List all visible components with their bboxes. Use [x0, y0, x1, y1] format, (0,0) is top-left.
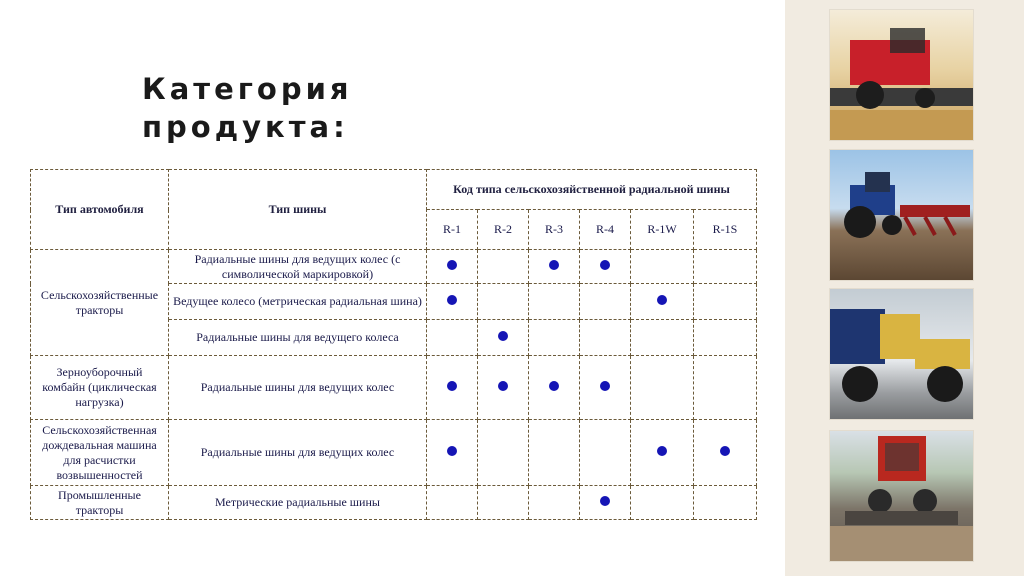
header-tire-code: Код типа сельскохозяйственной радиальной шины — [427, 170, 757, 210]
tire-type-cell: Ведущее колесо (метрическая радиальная шина) — [169, 284, 427, 320]
code-mark-cell — [631, 356, 694, 420]
table-row — [31, 356, 757, 420]
applicable-dot-icon — [447, 381, 457, 391]
tire-type-cell: Радиальные шины для ведущих колес — [169, 420, 427, 486]
code-mark-cell — [694, 320, 757, 356]
code-header-cell: R-4 — [580, 210, 631, 250]
code-mark-cell — [529, 320, 580, 356]
code-mark-cell — [427, 250, 478, 284]
code-mark-cell — [580, 250, 631, 284]
code-mark-cell — [478, 486, 529, 520]
code-mark-cell — [478, 320, 529, 356]
header-vehicle-type: Тип автомобиля — [31, 170, 169, 250]
applicable-dot-icon — [447, 446, 457, 456]
code-mark-cell — [580, 320, 631, 356]
code-mark-cell — [478, 420, 529, 486]
code-mark-cell — [529, 284, 580, 320]
tire-type-cell: Радиальные шины для ведущих колес — [169, 356, 427, 420]
tire-category-table — [30, 169, 757, 520]
applicable-dot-icon — [549, 381, 559, 391]
vehicle-type-cell: Сельскохозяйственная дождевальная машина для расчистки возвышенностей — [31, 420, 169, 486]
title-line-1: Категория — [142, 72, 353, 106]
code-mark-cell — [478, 250, 529, 284]
applicable-dot-icon — [447, 295, 457, 305]
vehicle-type-cell: Промышленные тракторы — [31, 486, 169, 520]
header-tire-type: Тип шины — [169, 170, 427, 250]
vehicle-type-cell: Зерноуборочный комбайн (циклическая нагрузка) — [31, 356, 169, 420]
code-mark-cell — [427, 284, 478, 320]
code-mark-cell — [694, 284, 757, 320]
table-row — [31, 420, 757, 486]
applicable-dot-icon — [720, 446, 730, 456]
code-header-cell: R-3 — [529, 210, 580, 250]
code-mark-cell — [631, 284, 694, 320]
code-mark-cell — [694, 356, 757, 420]
applicable-dot-icon — [600, 381, 610, 391]
industrial-tractor-image — [829, 288, 974, 420]
code-mark-cell — [580, 284, 631, 320]
code-mark-cell — [478, 356, 529, 420]
code-mark-cell — [631, 320, 694, 356]
applicable-dot-icon — [600, 496, 610, 506]
tire-type-cell: Метрические радиальные шины — [169, 486, 427, 520]
code-mark-cell — [631, 486, 694, 520]
applicable-dot-icon — [498, 331, 508, 341]
combine-harvester-image — [829, 9, 974, 141]
code-mark-cell — [427, 320, 478, 356]
table-body — [31, 250, 757, 520]
applicable-dot-icon — [657, 446, 667, 456]
tractor-plough-image — [829, 149, 974, 281]
code-mark-cell — [529, 486, 580, 520]
code-mark-cell — [529, 420, 580, 486]
code-header-cell: R-1S — [694, 210, 757, 250]
applicable-dot-icon — [657, 295, 667, 305]
code-mark-cell — [478, 284, 529, 320]
code-mark-cell — [427, 356, 478, 420]
applicable-dot-icon — [600, 260, 610, 270]
code-mark-cell — [529, 250, 580, 284]
vehicle-type-cell: Сельскохозяйственные тракторы — [31, 250, 169, 356]
page-title — [142, 70, 353, 146]
code-mark-cell — [580, 356, 631, 420]
code-mark-cell — [694, 250, 757, 284]
code-mark-cell — [694, 486, 757, 520]
code-header-cell: R-2 — [478, 210, 529, 250]
table-row — [31, 250, 757, 284]
tire-type-cell: Радиальные шины для ведущего колеса — [169, 320, 427, 356]
applicable-dot-icon — [498, 381, 508, 391]
code-header-cell: R-1W — [631, 210, 694, 250]
title-line-2: продукта: — [142, 110, 349, 144]
code-mark-cell — [427, 486, 478, 520]
tire-type-cell: Радиальные шины для ведущих колес (с символической маркировкой) — [169, 250, 427, 284]
tractor-field-image — [829, 430, 974, 562]
code-mark-cell — [631, 420, 694, 486]
code-mark-cell — [529, 356, 580, 420]
code-mark-cell — [631, 250, 694, 284]
table-row — [31, 486, 757, 520]
code-mark-cell — [580, 486, 631, 520]
code-mark-cell — [580, 420, 631, 486]
code-header-cell: R-1 — [427, 210, 478, 250]
applicable-dot-icon — [549, 260, 559, 270]
code-mark-cell — [427, 420, 478, 486]
code-mark-cell — [694, 420, 757, 486]
applicable-dot-icon — [447, 260, 457, 270]
